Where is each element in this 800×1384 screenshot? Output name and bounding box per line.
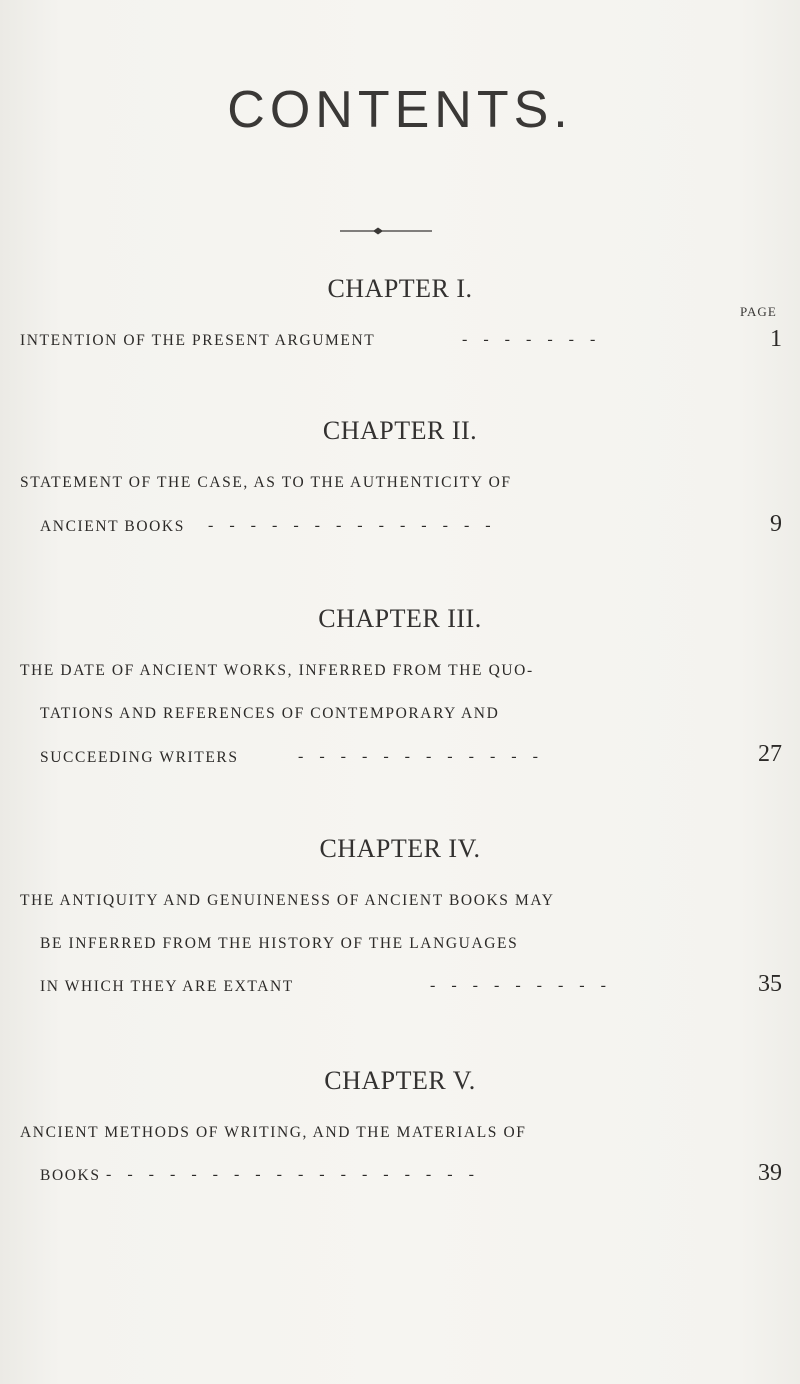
chapter-1-title-line-1: INTENTION OF THE PRESENT ARGUMENT [20, 332, 376, 349]
chapter-4-title-line-3: IN WHICH THEY ARE EXTANT [40, 978, 294, 995]
page-title: CONTENTS. [227, 81, 573, 139]
chapter-2-title-line-2: ANCIENT BOOKS [40, 518, 185, 535]
chapter-3-title-line-2: TATIONS AND REFERENCES OF CONTEMPORARY AND [40, 705, 500, 722]
chapter-4-leaders: - - - - - - - - - [430, 977, 612, 994]
page-column-label: PAGE [740, 304, 777, 319]
chapter-heading-3: CHAPTER III. [318, 604, 482, 633]
chapter-3-title-line-1: THE DATE OF ANCIENT WORKS, INFERRED FROM THE QUO- [20, 662, 534, 679]
chapter-4-page-number: 35 [758, 971, 782, 997]
chapter-heading-5: CHAPTER V. [324, 1066, 476, 1095]
chapter-heading-1: CHAPTER I. [327, 274, 473, 303]
chapter-heading-4: CHAPTER IV. [319, 834, 481, 863]
chapter-4-title-line-2: BE INFERRED FROM THE HISTORY OF THE LANGUAGES [40, 935, 519, 952]
chapter-4-title-line-1: THE ANTIQUITY AND GENUINENESS OF ANCIENT BOOKS MAY [20, 892, 555, 909]
chapter-5-leaders: - - - - - - - - - - - - - - - - - - [106, 1166, 480, 1183]
chapter-2-page-number: 9 [770, 511, 782, 537]
chapter-heading-2: CHAPTER II. [322, 416, 478, 445]
chapter-5-title-line-1: ANCIENT METHODS OF WRITING, AND THE MATERIALS OF [20, 1124, 527, 1141]
chapter-1-page-number: 1 [770, 326, 782, 352]
chapter-5-title-line-2: BOOKS [40, 1167, 101, 1184]
chapter-5-page-number: 39 [758, 1160, 782, 1186]
chapter-2-title-line-1: STATEMENT OF THE CASE, AS TO THE AUTHENTICITY OF [20, 474, 512, 491]
chapter-2-leaders: - - - - - - - - - - - - - - [208, 517, 497, 534]
chapter-3-page-number: 27 [758, 741, 782, 767]
chapter-3-title-line-3: SUCCEEDING WRITERS [40, 749, 239, 766]
chapter-1-leaders: - - - - - - - [462, 331, 602, 348]
chapter-3-leaders: - - - - - - - - - - - - [298, 748, 544, 765]
diamond-rule-ornament-icon [340, 226, 432, 236]
